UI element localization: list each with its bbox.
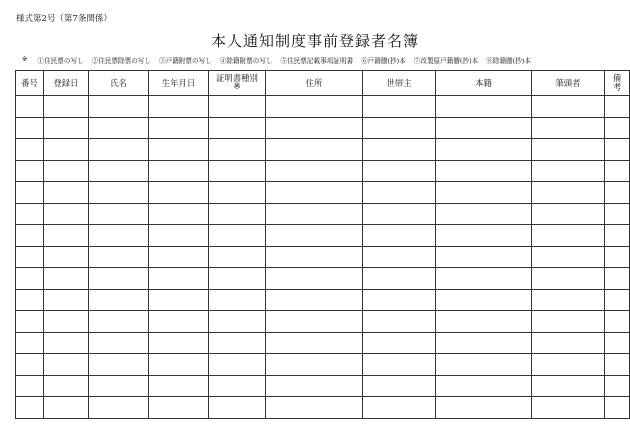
cell-birth bbox=[149, 375, 209, 397]
cell-householder bbox=[363, 160, 436, 182]
cell-domicile bbox=[436, 375, 532, 397]
cell-domicile bbox=[436, 117, 532, 139]
cell-cert-type bbox=[209, 354, 266, 376]
legend-item: ①住民票の写し bbox=[37, 57, 84, 65]
cell-name bbox=[89, 203, 149, 225]
header-certificate-type-note: ※ bbox=[233, 82, 241, 92]
header-address: 住所 bbox=[266, 71, 363, 96]
cell-householder bbox=[363, 96, 436, 118]
header-row bbox=[16, 71, 630, 96]
table-row bbox=[16, 139, 630, 161]
cell-no bbox=[16, 289, 44, 311]
cell-no bbox=[16, 225, 44, 247]
cell-address bbox=[266, 117, 363, 139]
legend-item: ②住民票除票の写し bbox=[91, 57, 152, 65]
cell-head bbox=[532, 225, 605, 247]
legend-item: ⑤住民票記載事項証明書 bbox=[280, 57, 354, 65]
table-row bbox=[16, 289, 630, 311]
cell-head bbox=[532, 354, 605, 376]
cell-head bbox=[532, 375, 605, 397]
cell-remarks bbox=[605, 397, 630, 419]
cell-cert-type bbox=[209, 96, 266, 118]
cell-address bbox=[266, 182, 363, 204]
cell-domicile bbox=[436, 203, 532, 225]
cell-address bbox=[266, 375, 363, 397]
cell-domicile bbox=[436, 268, 532, 290]
cell-remarks bbox=[605, 182, 630, 204]
header-registration-date: 登録日 bbox=[44, 71, 89, 96]
table-row bbox=[16, 160, 630, 182]
table-row bbox=[16, 375, 630, 397]
cell-householder bbox=[363, 375, 436, 397]
table-row bbox=[16, 268, 630, 290]
cell-head bbox=[532, 397, 605, 419]
cell-name bbox=[89, 246, 149, 268]
header-family-head: 筆頭者 bbox=[532, 71, 605, 96]
cell-remarks bbox=[605, 203, 630, 225]
header-remarks-line: 考 bbox=[612, 82, 622, 92]
cell-address bbox=[266, 225, 363, 247]
table-row bbox=[16, 225, 630, 247]
cell-reg-date bbox=[44, 375, 89, 397]
cell-domicile bbox=[436, 289, 532, 311]
cell-householder bbox=[363, 117, 436, 139]
cell-head bbox=[532, 246, 605, 268]
header-certificate-type-label: 証明書種別 bbox=[216, 73, 258, 83]
cell-no bbox=[16, 375, 44, 397]
cell-cert-type bbox=[209, 375, 266, 397]
cell-reg-date bbox=[44, 268, 89, 290]
cell-reg-date bbox=[44, 332, 89, 354]
cell-no bbox=[16, 203, 44, 225]
cell-reg-date bbox=[44, 117, 89, 139]
cell-birth bbox=[149, 397, 209, 419]
cell-head bbox=[532, 311, 605, 333]
header-birth-date: 生年月日 bbox=[149, 71, 209, 96]
cell-no bbox=[16, 397, 44, 419]
cell-no bbox=[16, 160, 44, 182]
cell-head bbox=[532, 139, 605, 161]
cell-birth bbox=[149, 246, 209, 268]
cell-name bbox=[89, 182, 149, 204]
cell-reg-date bbox=[44, 311, 89, 333]
cell-cert-type bbox=[209, 311, 266, 333]
cell-householder bbox=[363, 332, 436, 354]
cell-head bbox=[532, 117, 605, 139]
cell-birth bbox=[149, 289, 209, 311]
cell-domicile bbox=[436, 246, 532, 268]
cell-address bbox=[266, 397, 363, 419]
header-name: 氏名 bbox=[89, 71, 149, 96]
legend-item: ⑦改製原戸籍謄(抄)本 bbox=[413, 57, 479, 65]
cell-remarks bbox=[605, 375, 630, 397]
cell-name bbox=[89, 139, 149, 161]
cell-householder bbox=[363, 268, 436, 290]
cell-no bbox=[16, 246, 44, 268]
header-remarks bbox=[605, 71, 630, 96]
cell-birth bbox=[149, 225, 209, 247]
cell-head bbox=[532, 182, 605, 204]
cell-householder bbox=[363, 246, 436, 268]
cell-remarks bbox=[605, 246, 630, 268]
cell-cert-type bbox=[209, 203, 266, 225]
cell-address bbox=[266, 96, 363, 118]
cell-no bbox=[16, 96, 44, 118]
table-row bbox=[16, 203, 630, 225]
cell-domicile bbox=[436, 354, 532, 376]
cell-reg-date bbox=[44, 96, 89, 118]
cell-reg-date bbox=[44, 160, 89, 182]
cell-head bbox=[532, 160, 605, 182]
cell-address bbox=[266, 139, 363, 161]
table-row bbox=[16, 354, 630, 376]
cell-remarks bbox=[605, 332, 630, 354]
cell-name bbox=[89, 268, 149, 290]
cell-birth bbox=[149, 203, 209, 225]
cell-name bbox=[89, 311, 149, 333]
cell-birth bbox=[149, 311, 209, 333]
cell-remarks bbox=[605, 160, 630, 182]
cell-cert-type bbox=[209, 117, 266, 139]
ledger-body bbox=[16, 96, 630, 419]
cell-householder bbox=[363, 289, 436, 311]
cell-domicile bbox=[436, 160, 532, 182]
cell-birth bbox=[149, 96, 209, 118]
cell-name bbox=[89, 289, 149, 311]
cell-remarks bbox=[605, 268, 630, 290]
cell-name bbox=[89, 117, 149, 139]
cell-birth bbox=[149, 182, 209, 204]
header-remarks-line: 備 bbox=[612, 73, 622, 83]
cell-no bbox=[16, 332, 44, 354]
cell-reg-date bbox=[44, 397, 89, 419]
cell-remarks bbox=[605, 289, 630, 311]
cell-head bbox=[532, 332, 605, 354]
cell-householder bbox=[363, 397, 436, 419]
cell-no bbox=[16, 139, 44, 161]
header-no: 番号 bbox=[16, 71, 44, 96]
cell-remarks bbox=[605, 117, 630, 139]
table-row bbox=[16, 117, 630, 139]
cell-name bbox=[89, 375, 149, 397]
cell-cert-type bbox=[209, 225, 266, 247]
cell-name bbox=[89, 225, 149, 247]
cell-reg-date bbox=[44, 182, 89, 204]
cell-address bbox=[266, 160, 363, 182]
cell-address bbox=[266, 289, 363, 311]
cell-domicile bbox=[436, 182, 532, 204]
cell-no bbox=[16, 182, 44, 204]
legend-mark: ※ bbox=[22, 55, 28, 63]
cell-reg-date bbox=[44, 139, 89, 161]
header-householder: 世帯主 bbox=[363, 71, 436, 96]
table-row bbox=[16, 182, 630, 204]
cell-reg-date bbox=[44, 289, 89, 311]
table-row bbox=[16, 332, 630, 354]
cell-address bbox=[266, 354, 363, 376]
cell-address bbox=[266, 268, 363, 290]
cell-cert-type bbox=[209, 182, 266, 204]
page-title: 本人通知制度事前登録者名簿 bbox=[210, 32, 419, 50]
cell-no bbox=[16, 311, 44, 333]
cell-birth bbox=[149, 268, 209, 290]
cell-birth bbox=[149, 332, 209, 354]
cell-birth bbox=[149, 117, 209, 139]
cell-name bbox=[89, 96, 149, 118]
cell-address bbox=[266, 246, 363, 268]
cell-householder bbox=[363, 203, 436, 225]
cell-householder bbox=[363, 182, 436, 204]
cell-cert-type bbox=[209, 289, 266, 311]
cell-name bbox=[89, 332, 149, 354]
legend-item: ⑧除籍謄(抄)本 bbox=[486, 57, 531, 65]
cell-domicile bbox=[436, 332, 532, 354]
cell-address bbox=[266, 311, 363, 333]
cell-no bbox=[16, 268, 44, 290]
cell-remarks bbox=[605, 96, 630, 118]
cell-birth bbox=[149, 354, 209, 376]
cell-address bbox=[266, 332, 363, 354]
certificate-type-legend bbox=[16, 55, 630, 65]
cell-cert-type bbox=[209, 268, 266, 290]
cell-cert-type bbox=[209, 160, 266, 182]
cell-birth bbox=[149, 139, 209, 161]
cell-remarks bbox=[605, 311, 630, 333]
cell-remarks bbox=[605, 354, 630, 376]
cell-reg-date bbox=[44, 354, 89, 376]
registrant-ledger-table bbox=[15, 70, 630, 419]
cell-name bbox=[89, 160, 149, 182]
cell-birth bbox=[149, 160, 209, 182]
cell-cert-type bbox=[209, 139, 266, 161]
cell-reg-date bbox=[44, 225, 89, 247]
cell-domicile bbox=[436, 139, 532, 161]
legend-item: ⑥戸籍謄(抄)本 bbox=[361, 57, 406, 65]
cell-domicile bbox=[436, 311, 532, 333]
cell-head bbox=[532, 96, 605, 118]
cell-remarks bbox=[605, 139, 630, 161]
cell-householder bbox=[363, 354, 436, 376]
legend-item: ③戸籍附票の写し bbox=[159, 57, 212, 65]
cell-no bbox=[16, 354, 44, 376]
cell-name bbox=[89, 354, 149, 376]
cell-cert-type bbox=[209, 332, 266, 354]
table-row bbox=[16, 246, 630, 268]
cell-householder bbox=[363, 139, 436, 161]
table-row bbox=[16, 96, 630, 118]
table-row bbox=[16, 397, 630, 419]
legend-item: ④除籍附票の写し bbox=[219, 57, 273, 65]
cell-cert-type bbox=[209, 397, 266, 419]
cell-domicile bbox=[436, 225, 532, 247]
cell-name bbox=[89, 397, 149, 419]
header-domicile: 本籍 bbox=[436, 71, 532, 96]
cell-reg-date bbox=[44, 203, 89, 225]
cell-cert-type bbox=[209, 246, 266, 268]
cell-head bbox=[532, 203, 605, 225]
cell-domicile bbox=[436, 96, 532, 118]
cell-no bbox=[16, 117, 44, 139]
header-certificate-type bbox=[209, 71, 266, 96]
cell-householder bbox=[363, 225, 436, 247]
table-row bbox=[16, 311, 630, 333]
cell-address bbox=[266, 203, 363, 225]
cell-head bbox=[532, 268, 605, 290]
form-number: 様式第2号（第7条関係） bbox=[16, 14, 112, 24]
cell-domicile bbox=[436, 397, 532, 419]
cell-head bbox=[532, 289, 605, 311]
cell-remarks bbox=[605, 225, 630, 247]
cell-reg-date bbox=[44, 246, 89, 268]
cell-householder bbox=[363, 311, 436, 333]
